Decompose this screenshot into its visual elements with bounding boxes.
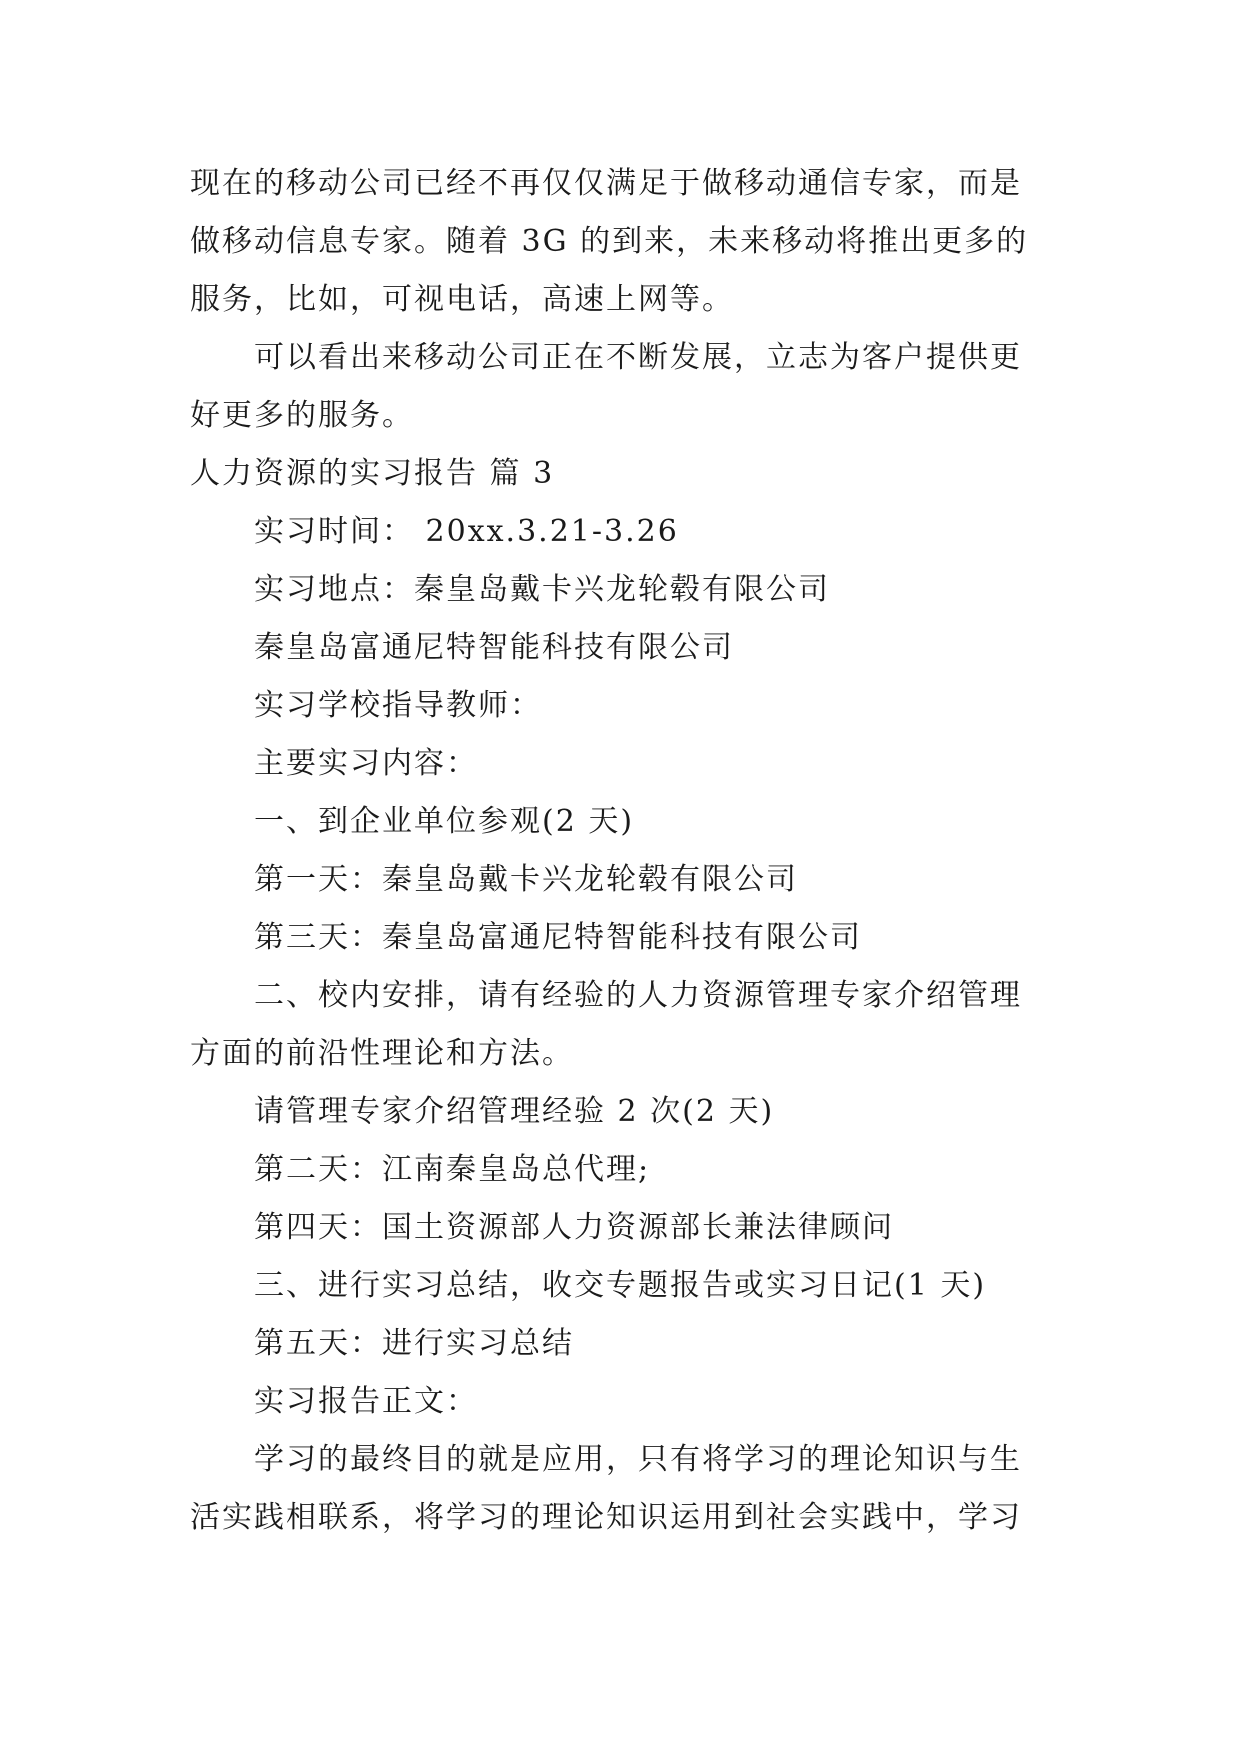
info-line: 主要实习内容： [254, 746, 478, 781]
list-item: 三、进行实习总结，收交专题报告或实习日记(1 天) [254, 1268, 987, 1303]
paragraph-line: 现在的移动公司已经不再仅仅满足于做移动通信专家，而是 [190, 166, 1022, 201]
paragraph-line: 方面的前沿性理论和方法。 [190, 1036, 574, 1071]
info-line: 实习时间： 20xx.3.21-3.26 [254, 514, 679, 549]
list-item: 二、校内安排，请有经验的人力资源管理专家介绍管理 [254, 978, 1022, 1013]
info-line: 实习地点：秦皇岛戴卡兴龙轮毂有限公司 [254, 572, 830, 607]
info-line: 实习报告正文： [254, 1384, 478, 1419]
list-item: 第五天：进行实习总结 [254, 1326, 574, 1361]
list-item: 第二天：江南秦皇岛总代理; [254, 1152, 651, 1187]
section-heading: 人力资源的实习报告 篇 3 [190, 456, 555, 491]
list-item: 第四天：国土资源部人力资源部长兼法律顾问 [254, 1210, 894, 1245]
info-line: 秦皇岛富通尼特智能科技有限公司 [254, 630, 734, 665]
paragraph-line: 活实践相联系，将学习的理论知识运用到社会实践中，学习 [190, 1500, 1022, 1535]
list-item: 第三天：秦皇岛富通尼特智能科技有限公司 [254, 920, 862, 955]
paragraph-line: 学习的最终目的就是应用，只有将学习的理论知识与生 [254, 1442, 1022, 1477]
paragraph-line: 做移动信息专家。随着 3G 的到来，未来移动将推出更多的 [190, 224, 1029, 259]
list-item: 请管理专家介绍管理经验 2 次(2 天) [254, 1094, 775, 1129]
list-item: 一、到企业单位参观(2 天) [254, 804, 635, 839]
info-line: 实习学校指导教师： [254, 688, 542, 723]
list-item: 第一天：秦皇岛戴卡兴龙轮毂有限公司 [254, 862, 798, 897]
paragraph-line: 好更多的服务。 [190, 398, 414, 433]
paragraph-line: 服务，比如，可视电话，高速上网等。 [190, 282, 734, 317]
paragraph-line: 可以看出来移动公司正在不断发展，立志为客户提供更 [254, 340, 1022, 375]
